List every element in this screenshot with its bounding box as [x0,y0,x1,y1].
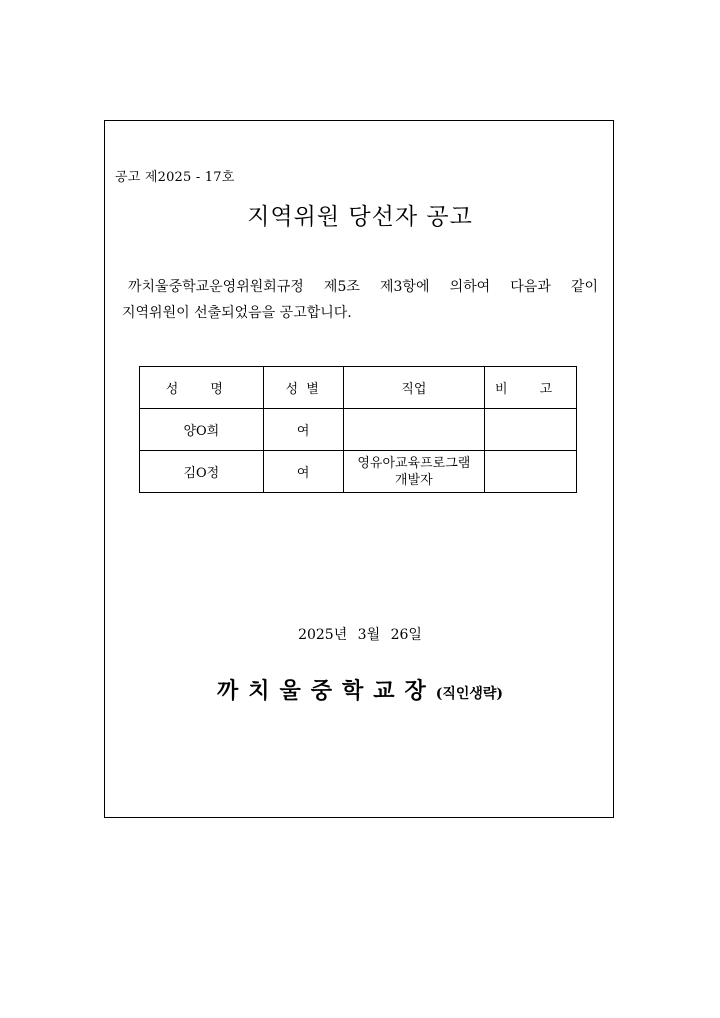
document-title: 지역위원 당선자 공고 [247,204,473,230]
member-note [485,409,577,451]
member-note [485,451,577,493]
member-job-line-1: 영유아교육프로그램 [357,455,471,471]
seal-omitted-note: (직인생략) [435,686,504,702]
header-job: 직업 [343,367,485,409]
signer-name: 까치울중학교장 [216,678,436,704]
table-row [140,451,577,493]
table-header-row [140,367,577,409]
header-gender: 성 별 [263,367,343,409]
member-gender: 여 [263,409,343,451]
notice-body-line-2: 지역위원이 선출되었음을 공고합니다. [122,305,352,321]
notice-body [120,274,598,326]
notice-number: 공고 제2025 - 17호 [115,170,235,185]
member-job [343,409,485,451]
member-gender: 여 [263,451,343,493]
elected-members-table [139,366,577,493]
member-name: 양O희 [140,409,264,451]
table-row [140,409,577,451]
notice-body-line-1: 까치울중학교운영위원회규정 제5조 제3항에 의하여 다음과 같이 [128,279,598,295]
signer-block [0,674,720,705]
notice-date: 2025년 3월 26일 [298,627,422,643]
member-job [343,451,485,493]
header-name: 성 명 [140,367,264,409]
member-name: 김O정 [140,451,264,493]
member-job-line-2: 개발자 [395,472,433,488]
header-note: 비 고 [485,367,577,409]
